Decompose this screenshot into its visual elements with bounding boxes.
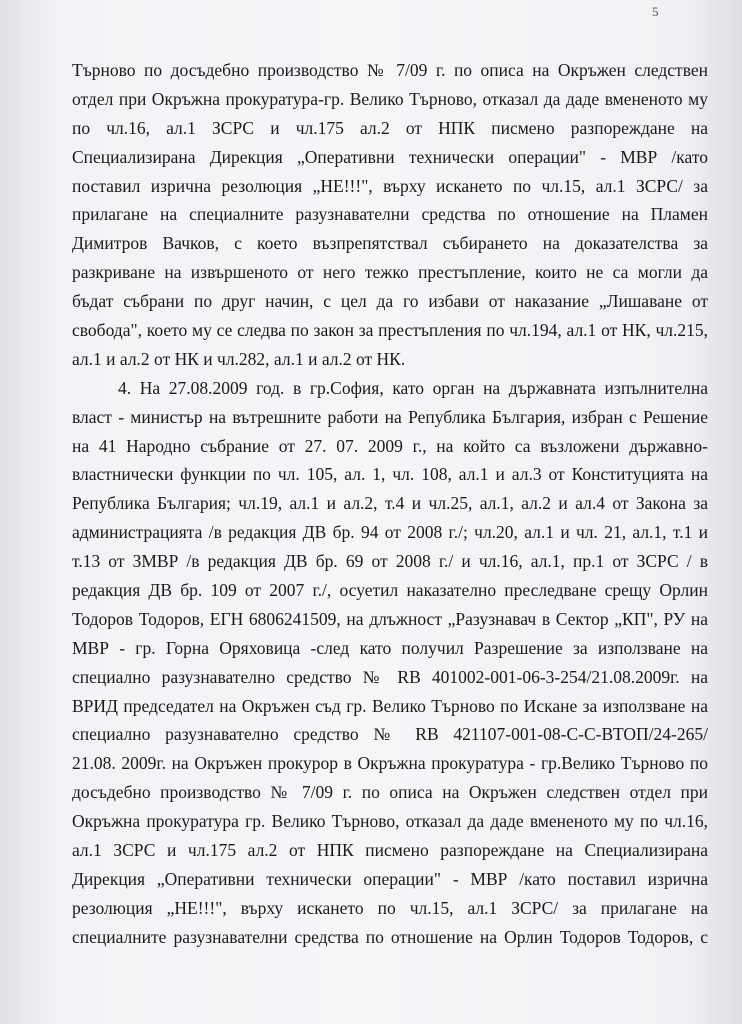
text-line: т.13 от ЗМВР /в редакция ДВ бр. 69 от 2008 г./ и чл.16, ал.1, пр.1 от ЗСРС / в [72,551,708,572]
text-line: 21.08. 2009г. на Окръжен прокурор в Окръжна прокуратура - гр.Велико Търново по [72,753,708,774]
text-line: властнически функции по чл. 105, ал. 1, чл. 108, ал.1 и ал.3 от Конституцията на [72,464,708,485]
text-line: Специализирана Дирекция „Оперативни технически операции" - МВР /като [72,146,708,167]
text-line: поставил изрична резолюция „НЕ!!!", върху искането по чл.15, ал.1 ЗСРС/ за [72,175,708,196]
text-line: МВР - гр. Горна Оряховица -след като получил Разрешение за използване на [72,637,708,658]
text-line: прилагане на специалните разузнавателни средства по отношение на Пламен [72,204,708,225]
text-line: Окръжна прокуратура гр. Велико Търново, отказал да даде вмененото му по чл.16, [72,811,708,832]
text-line: разкриване на извършеното от него тежко престъпление, които не са могли да [72,262,708,283]
text-line: ал.1 и ал.2 от НК и чл.282, ал.1 и ал.2 от НК. [72,348,406,369]
text-line: ВРИД председател на Окръжен съд гр. Велико Търново по Искане за използване на [72,695,708,716]
text-line: резолюция „НЕ!!!", върху искането по чл.15, ал.1 ЗСРС/ за прилагане на [72,897,708,918]
text-line: администрацията /в редакция ДВ бр. 94 от 2008 г./; чл.20, ал.1 и чл. 21, ал.1, т.1 и [72,522,708,543]
text-line: свобода", което му се следва по закон за престъпления по чл.194, ал.1 от НК, чл.215, [72,320,708,341]
text-line: Република България; чл.19, ал.1 и ал.2, т.4 и чл.25, ал.1, ал.2 и ал.4 от Закона за [72,493,708,514]
page-number: 5 [652,4,659,19]
text-line: специалните разузнавателни средства по отношение на Орлин Тодоров Тодоров, с [72,926,708,947]
text-line: редакция ДВ бр. 109 от 2007 г./, осуетил наказателно преследване срещу Орлин [72,580,708,601]
text-line: Димитров Вачков, с което възпрепятствал събирането на доказателства за [72,233,708,254]
text-line: отдел при Окръжна прокуратура-гр. Велико Търново, отказал да даде вмененото му [72,88,708,109]
text-line: Търново по досъдебно производство № 7/09 г. по описа на Окръжен следствен [72,60,708,80]
text-line: специално разузнавателно средство № RB 421107-001-08-С-С-ВТОП/24-265/ [72,724,708,745]
paragraph-start-line: 4. На 27.08.2009 год. в гр.София, като орган на държавната изпълнителна [118,377,708,398]
text-line: досъдебно производство № 7/09 г. по описа на Окръжен следствен отдел при [72,782,708,803]
text-line: власт - министър на вътрешните работи на Република България, избран с Решение [72,406,708,427]
text-line: специално разузнавателно средство № RB 401002-001-06-3-254/21.08.2009г. на [72,666,708,687]
text-line: по чл.16, ал.1 ЗСРС и чл.175 ал.2 от НПК писмено разпореждане на [72,117,708,138]
text-line: Тодоров Тодоров, ЕГН 6806241509, на длъжност „Разузнавач в Сектор „КП", РУ на [72,608,708,629]
document-body [72,56,708,952]
text-line: ал.1 ЗСРС и чл.175 ал.2 от НПК писмено разпореждане на Специализирана [72,840,708,861]
text-line: Дирекция „Оперативни технически операции" - МВР /като поставил изрична [72,868,708,889]
text-line: бъдат събрани по друг начин, с цел да го избави от наказание „Лишаване от [72,291,708,312]
text-line: на 41 Народно събрание от 27. 07. 2009 г., на който са възложени държавно- [72,435,708,456]
